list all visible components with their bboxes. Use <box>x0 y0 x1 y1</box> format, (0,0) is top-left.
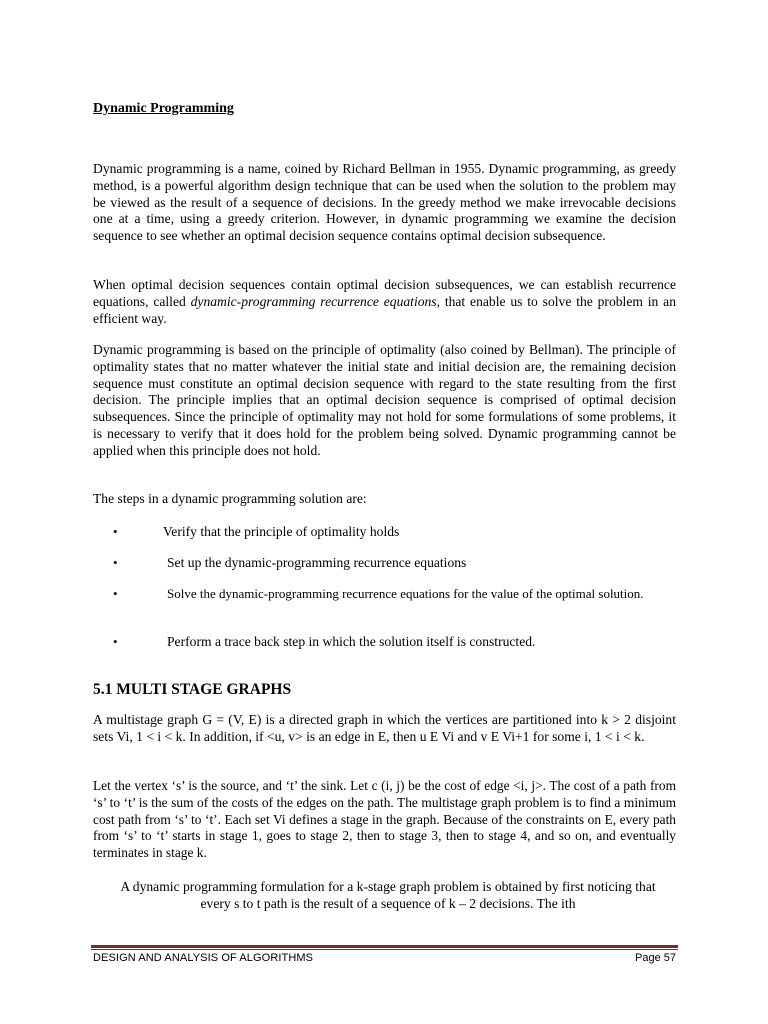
paragraph-recurrence-emphasis: dynamic-programming recurrence equations, <box>190 293 440 309</box>
section-title: 5.1 MULTI STAGE GRAPHS <box>93 681 292 698</box>
list-item-text: Verify that the principle of optimality holds <box>163 524 400 539</box>
footer-title: DESIGN AND ANALYSIS OF ALGORITHMS <box>93 952 314 964</box>
bullet-icon: • <box>113 555 118 570</box>
list-item-text: Solve the dynamic-programming recurrence equations for the value of the optimal solution. <box>167 586 644 601</box>
paragraph-recurrence-end: that enable us to solve the problem in an efficient way. <box>93 293 676 326</box>
bullet-icon: • <box>113 634 118 649</box>
paragraph-optimality: Dynamic programming is based on the principle of optimality (also coined by Bellman). The principle of optimality states that no matter whatever the initial state and initial decision are, the remaining decision sequence must constitute an optimal decision sequence with regard to the state resulting from the first decision. The principle implies that an optimal decision sequence is comprised of optimal decision subsequences. Since the principle of optimality may not hold for some formulations of some problems, it is necessary to verify that it does hold for the problem being solved. Dynamic programming cannot be applied when this principle does not hold. <box>93 342 676 458</box>
paragraph-recurrence-start: When optimal decision sequences contain optimal decision subsequences, we can establish recurrence equations, called <box>93 277 676 309</box>
list-item-text: Perform a trace back step in which the solution itself is constructed. <box>167 634 536 649</box>
list-item-text: Set up the dynamic-programming recurrence equations <box>167 555 467 570</box>
page-number: Page 57 <box>635 952 676 964</box>
footer-divider-thin <box>91 949 678 950</box>
paragraph-intro: Dynamic programming is a name, coined by Richard Bellman in 1955. Dynamic programming, as greedy method, is a powerful algorithm design technique that can be used when the solution to the problem may be viewed as the result of a sequence of decisions. In the greedy method we make irrevocable decisions one at a time, using a greedy criterion. However, in dynamic programming we examine the decision sequence to see whether an optimal decision sequence contains optimal decision subsequence. <box>93 161 676 244</box>
page-title: Dynamic Programming <box>93 101 234 116</box>
paragraph-formulation: A dynamic programming formulation for a k-stage graph problem is obtained by first noticing that every s to t path is the result of a sequence of k – 2 decisions. The ith <box>120 879 656 911</box>
footer-divider <box>91 945 678 948</box>
bullet-icon: • <box>113 524 118 539</box>
paragraph-source-sink: Let the vertex ‘s’ is the source, and ‘t’ the sink. Let c (i, j) be the cost of edge <i, j>. The cost of a path from ‘s’ to ‘t’ is the sum of the costs of the edges on the path. The multistage graph problem is to find a minimum cost path from ‘s’ to ‘t’. Each set Vi defines a stage in the graph. Because of the constraints on E, every path from ‘s’ to ‘t’ starts in stage 1, goes to stage 2, then to stage 3, then to stage 4, and so on, and eventually terminates in stage k. <box>93 778 676 861</box>
bullet-icon: • <box>113 586 118 601</box>
paragraph-steps-intro: The steps in a dynamic programming solution are: <box>93 491 367 506</box>
paragraph-recurrence <box>93 277 676 327</box>
paragraph-multistage-definition: A multistage graph G = (V, E) is a directed graph in which the vertices are partitioned into k > 2 disjoint sets Vi, 1 < i < k. In addition, if <u, v> is an edge in E, then u E Vi and v E Vi+1 for some i, 1 < i < k. <box>93 712 676 744</box>
